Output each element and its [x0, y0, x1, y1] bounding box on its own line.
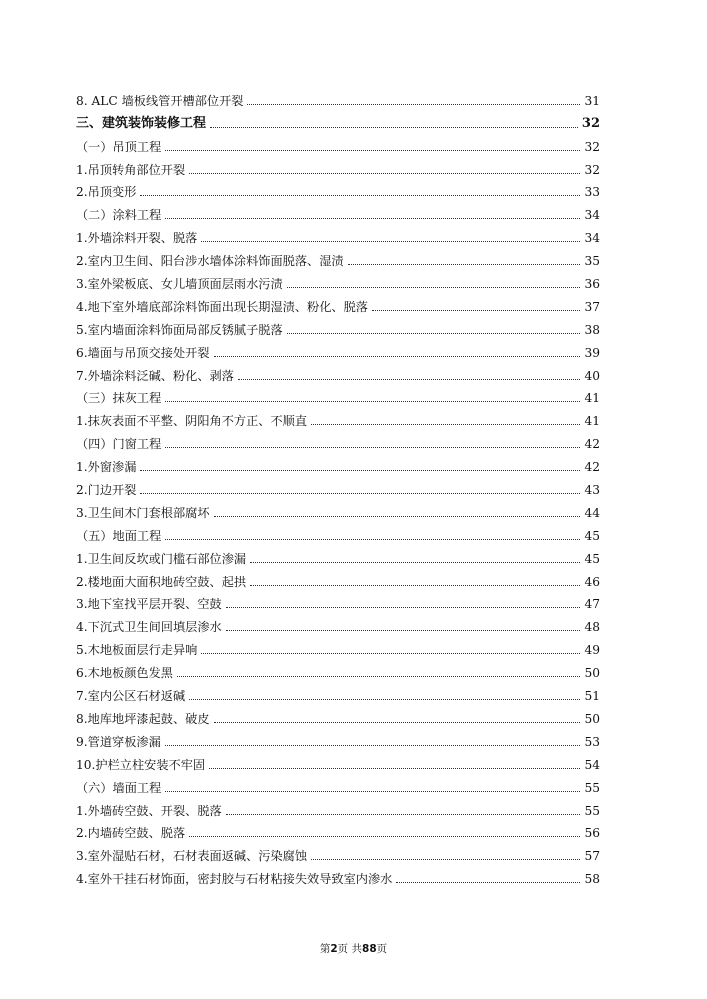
toc-page-number: 33 [584, 185, 600, 200]
toc-item-row[interactable] [76, 222, 600, 245]
toc-item-row[interactable] [76, 840, 600, 863]
toc-subsection-row[interactable] [76, 772, 600, 795]
toc-entry-title: 8.地库地坪漆起鼓、破皮 [76, 711, 210, 726]
toc-item-row[interactable] [76, 360, 600, 383]
toc-entry-title: （二）涂料工程 [76, 208, 162, 223]
toc-item-row[interactable] [76, 405, 600, 428]
toc-dot-leader [140, 195, 580, 196]
toc-item-row[interactable] [76, 589, 600, 612]
toc-page-number: 42 [584, 437, 600, 452]
toc-page-number: 50 [584, 711, 600, 726]
toc-dot-leader [165, 401, 580, 402]
toc-page-number: 50 [584, 666, 600, 681]
toc-page-number: 41 [584, 414, 600, 429]
toc-page-number: 40 [584, 368, 600, 383]
toc-item-row[interactable] [76, 291, 600, 314]
toc-dot-leader [165, 745, 581, 746]
toc-item-row[interactable] [76, 268, 600, 291]
toc-page-number: 34 [584, 208, 600, 223]
toc-dot-leader [165, 218, 580, 219]
toc-page-number: 45 [584, 551, 600, 566]
toc-entry-title: 5.室内墙面涂料饰面局部反锈腻子脱落 [76, 322, 283, 337]
toc-item-row[interactable] [76, 566, 600, 589]
toc-page-number: 42 [584, 460, 600, 475]
toc-page-number: 44 [584, 505, 600, 520]
toc-dot-leader [226, 814, 581, 815]
toc-dot-leader [214, 356, 581, 357]
toc-item-row[interactable] [76, 680, 600, 703]
toc-dot-leader [165, 791, 580, 792]
toc-dot-leader [214, 516, 581, 517]
toc-dot-leader [287, 333, 581, 334]
toc-page-number: 46 [584, 574, 600, 589]
toc-entry-title: 6.墙面与吊顶交接处开裂 [76, 345, 210, 360]
toc-entry-title: 3.地下室找平层开裂、空鼓 [76, 597, 222, 612]
toc-item-row[interactable] [76, 634, 600, 657]
toc-dot-leader [287, 287, 581, 288]
toc-entry-title: 1.卫生间反坎或门槛石部位渗漏 [76, 551, 247, 566]
toc-page-number: 43 [584, 483, 600, 498]
toc-item-row[interactable] [76, 818, 600, 841]
toc-page-number: 35 [584, 254, 600, 269]
toc-dot-leader [238, 379, 581, 380]
toc-entry-title: 1.吊顶转角部位开裂 [76, 162, 186, 177]
toc-dot-leader [348, 264, 581, 265]
toc-subsection-row[interactable] [76, 428, 600, 451]
toc-page-number: 32 [584, 162, 600, 177]
toc-entry-title: 4.地下室外墙底部涂料饰面出现长期湿渍、粉化、脱落 [76, 299, 368, 314]
toc-entry-title: 10.护栏立柱安装不牢固 [76, 757, 206, 772]
toc-entry-title: 2.内墙砖空鼓、脱落 [76, 826, 186, 841]
toc-page-number: 31 [584, 93, 600, 108]
toc-dot-leader [396, 882, 580, 883]
toc-entry-title: 4.下沉式卫生间回填层渗水 [76, 620, 222, 635]
toc-entry-title: 6.木地板颜色发黑 [76, 666, 173, 681]
toc-entry-title: 1.外墙砖空鼓、开裂、脱落 [76, 803, 222, 818]
toc-entry-title: （五）地面工程 [76, 528, 162, 543]
toc-dot-leader [165, 539, 580, 540]
toc-entry-title: 1.抹灰表面不平整、阴阳角不方正、不顺直 [76, 414, 308, 429]
toc-item-row[interactable] [76, 703, 600, 726]
toc-entry-title: 1.外墙涂料开裂、脱落 [76, 231, 198, 246]
toc-entry-title: 3.室外梁板底、女儿墙顶面层雨水污渍 [76, 277, 283, 292]
footer-middle: 页 共 [337, 943, 363, 955]
toc-dot-leader [311, 424, 580, 425]
toc-item-row[interactable] [76, 314, 600, 337]
toc-item-row[interactable] [76, 795, 600, 818]
toc-dot-leader [372, 310, 581, 311]
toc-page-number: 32 [584, 139, 600, 154]
toc-dot-leader [247, 104, 580, 105]
toc-dot-leader [140, 470, 580, 471]
toc-section-row[interactable] [76, 108, 600, 131]
toc-page-number: 49 [584, 643, 600, 658]
toc-page-number: 56 [584, 826, 600, 841]
toc-subsection-row[interactable] [76, 383, 600, 406]
toc-dot-leader [201, 241, 580, 242]
footer-current-page: 2 [330, 943, 338, 955]
toc-entry-title: 3.卫生间木门套根部腐坏 [76, 505, 210, 520]
toc-dot-leader [165, 150, 580, 151]
toc-entry-title: 7.外墙涂料泛碱、粉化、剥落 [76, 368, 234, 383]
toc-dot-leader [165, 447, 580, 448]
toc-entry-title: 3.室外湿贴石材，石材表面返碱、污染腐蚀 [76, 849, 308, 864]
toc-page-number: 57 [584, 849, 600, 864]
toc-item-row[interactable] [76, 497, 600, 520]
toc-dot-leader [177, 676, 581, 677]
footer-prefix: 第 [319, 943, 331, 955]
toc-dot-leader [210, 127, 578, 128]
toc-dot-leader [140, 493, 580, 494]
toc-page-number: 58 [584, 872, 600, 887]
toc-item-row[interactable] [76, 177, 600, 200]
toc-dot-leader [189, 699, 580, 700]
toc-entry-title: 2.楼地面大面积地砖空鼓、起拱 [76, 574, 247, 589]
toc-item-row[interactable] [76, 337, 600, 360]
toc-entry-title: 三、建筑装饰装修工程 [76, 115, 207, 131]
toc-entry-title: 7.室内公区石材返碱 [76, 689, 186, 704]
toc-entry-title: （六）墙面工程 [76, 780, 162, 795]
footer-suffix: 页 [376, 943, 388, 955]
toc-entry-title: （三）抹灰工程 [76, 391, 162, 406]
toc-page-number: 48 [584, 620, 600, 635]
toc-item-row[interactable] [76, 543, 600, 566]
toc-item-row[interactable] [76, 245, 600, 268]
page-footer [0, 941, 707, 956]
toc-page-number: 53 [584, 734, 600, 749]
toc-page-number: 41 [584, 391, 600, 406]
toc-dot-leader [189, 836, 580, 837]
toc-dot-leader [250, 585, 580, 586]
toc-entry-title: （四）门窗工程 [76, 437, 162, 452]
toc-page-number: 55 [584, 803, 600, 818]
toc-dot-leader [209, 768, 580, 769]
footer-total-pages: 88 [362, 943, 377, 955]
toc-item-row[interactable] [76, 657, 600, 680]
toc-dot-leader [250, 562, 580, 563]
toc-page-number: 47 [584, 597, 600, 612]
toc-page-number: 36 [584, 277, 600, 292]
toc-item-row[interactable] [76, 611, 600, 634]
toc-subsection-row[interactable] [76, 131, 600, 154]
toc-dot-leader [226, 630, 581, 631]
toc-item-row[interactable] [76, 749, 600, 772]
toc-dot-leader [201, 653, 580, 654]
toc-page-number: 32 [581, 115, 600, 131]
toc-page-number: 55 [584, 780, 600, 795]
toc-page-number: 39 [584, 345, 600, 360]
toc-entry-title: （一）吊顶工程 [76, 139, 162, 154]
toc-entry-title: 2.吊顶变形 [76, 185, 137, 200]
toc-item-row[interactable] [76, 863, 600, 886]
toc-page-number: 54 [584, 757, 600, 772]
toc-dot-leader [311, 859, 580, 860]
toc-subsection-row[interactable] [76, 199, 600, 222]
toc-item-row[interactable] [76, 474, 600, 497]
toc-page-number: 34 [584, 231, 600, 246]
toc-page-number: 45 [584, 528, 600, 543]
toc-entry-title: 5.木地板面层行走异响 [76, 643, 198, 658]
toc-item-row[interactable] [76, 451, 600, 474]
toc-page-number: 51 [584, 689, 600, 704]
toc-item-row[interactable] [76, 726, 600, 749]
toc-page-number: 38 [584, 322, 600, 337]
toc-subsection-row[interactable] [76, 520, 600, 543]
toc-item-row[interactable] [76, 85, 600, 108]
toc-dot-leader [226, 607, 581, 608]
toc-entry-title: 2.门边开裂 [76, 483, 137, 498]
toc-entry-title: 4.室外干挂石材饰面，密封胶与石材粘接失效导致室内渗水 [76, 872, 393, 887]
table-of-contents [76, 85, 600, 886]
toc-entry-title: 8. ALC 墙板线管开槽部位开裂 [76, 93, 244, 108]
toc-dot-leader [214, 722, 581, 723]
toc-entry-title: 9.管道穿板渗漏 [76, 734, 161, 749]
toc-item-row[interactable] [76, 154, 600, 177]
toc-page-number: 37 [584, 299, 600, 314]
toc-entry-title: 1.外窗渗漏 [76, 460, 137, 475]
toc-entry-title: 2.室内卫生间、阳台涉水墙体涂料饰面脱落、湿渍 [76, 254, 344, 269]
toc-dot-leader [189, 173, 580, 174]
